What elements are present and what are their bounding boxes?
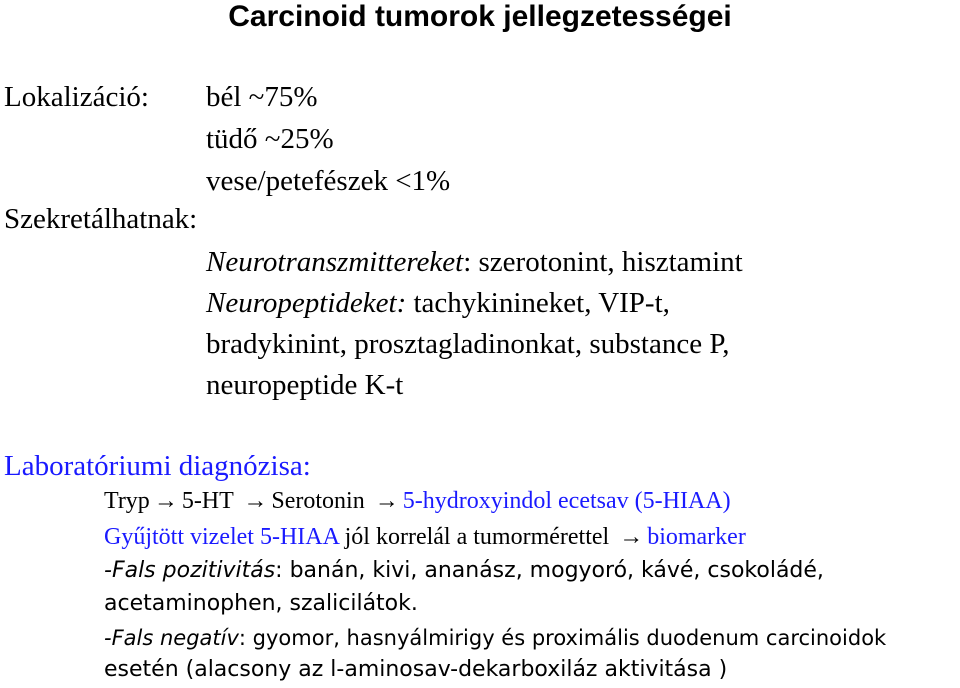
false-positive-text: : banán, kivi, ananász, mogyoró, kávé, csokoládé,	[275, 558, 824, 583]
arrow-right-icon: →	[374, 488, 399, 514]
localization-item: tüdő ~25%	[206, 123, 334, 155]
page-title: Carcinoid tumorok jellegzetességei	[228, 0, 732, 33]
pathway-line	[104, 486, 731, 516]
secretion-text: tachykinineket, VIP-t,	[406, 287, 670, 319]
urine-biomarker: biomarker	[647, 524, 746, 550]
false-negative-text: : gyomor, hasnyálmirigy és proximális duodenum carcinoidok	[238, 626, 887, 650]
secretion-term: Neurotranszmittereket	[206, 246, 464, 278]
pathway-5ht: 5-HT	[181, 488, 234, 514]
urine-5hiaa: Gyűjtött vizelet 5-HIAA	[104, 524, 339, 550]
false-positive-line: acetaminophen, szalicilátok.	[104, 591, 418, 616]
pathway-serotonin: Serotonin	[271, 488, 365, 514]
lab-label: Laboratóriumi diagnózisa:	[4, 450, 311, 482]
false-positive-line	[104, 557, 824, 585]
false-negative-line: esetén (alacsony az l-aminosav-dekarboxiláz aktivitása )	[104, 657, 728, 682]
false-negative-line	[104, 624, 886, 652]
secretion-line	[206, 245, 743, 279]
arrow-right-icon: →	[619, 524, 644, 550]
secretion-line: bradykinint, prosztagladinonkat, substance P,	[206, 328, 730, 360]
arrow-right-icon: →	[243, 488, 268, 514]
false-negative-term: -Fals negatív	[104, 626, 239, 650]
urine-line	[104, 522, 746, 552]
localization-item: vese/petefészek <1%	[206, 165, 451, 197]
secretion-line	[206, 286, 670, 320]
localization-item: bél ~75%	[206, 81, 318, 113]
urine-correlation: jól korrelál a tumormérettel	[338, 524, 610, 550]
secretion-term: Neuropeptideket:	[206, 287, 407, 319]
pathway-tryp: Tryp	[104, 488, 150, 514]
arrow-right-icon: →	[153, 488, 178, 514]
secretion-label: Szekretálhatnak:	[4, 203, 198, 235]
secretion-text: : szerotonint, hisztamint	[463, 246, 743, 278]
secretion-line: neuropeptide K-t	[206, 369, 404, 401]
false-positive-term: -Fals pozitivitás	[104, 558, 276, 583]
pathway-5hiaa: 5-hydroxyindol ecetsav (5-HIAA)	[402, 488, 731, 514]
localization-label: Lokalizáció:	[4, 81, 149, 113]
